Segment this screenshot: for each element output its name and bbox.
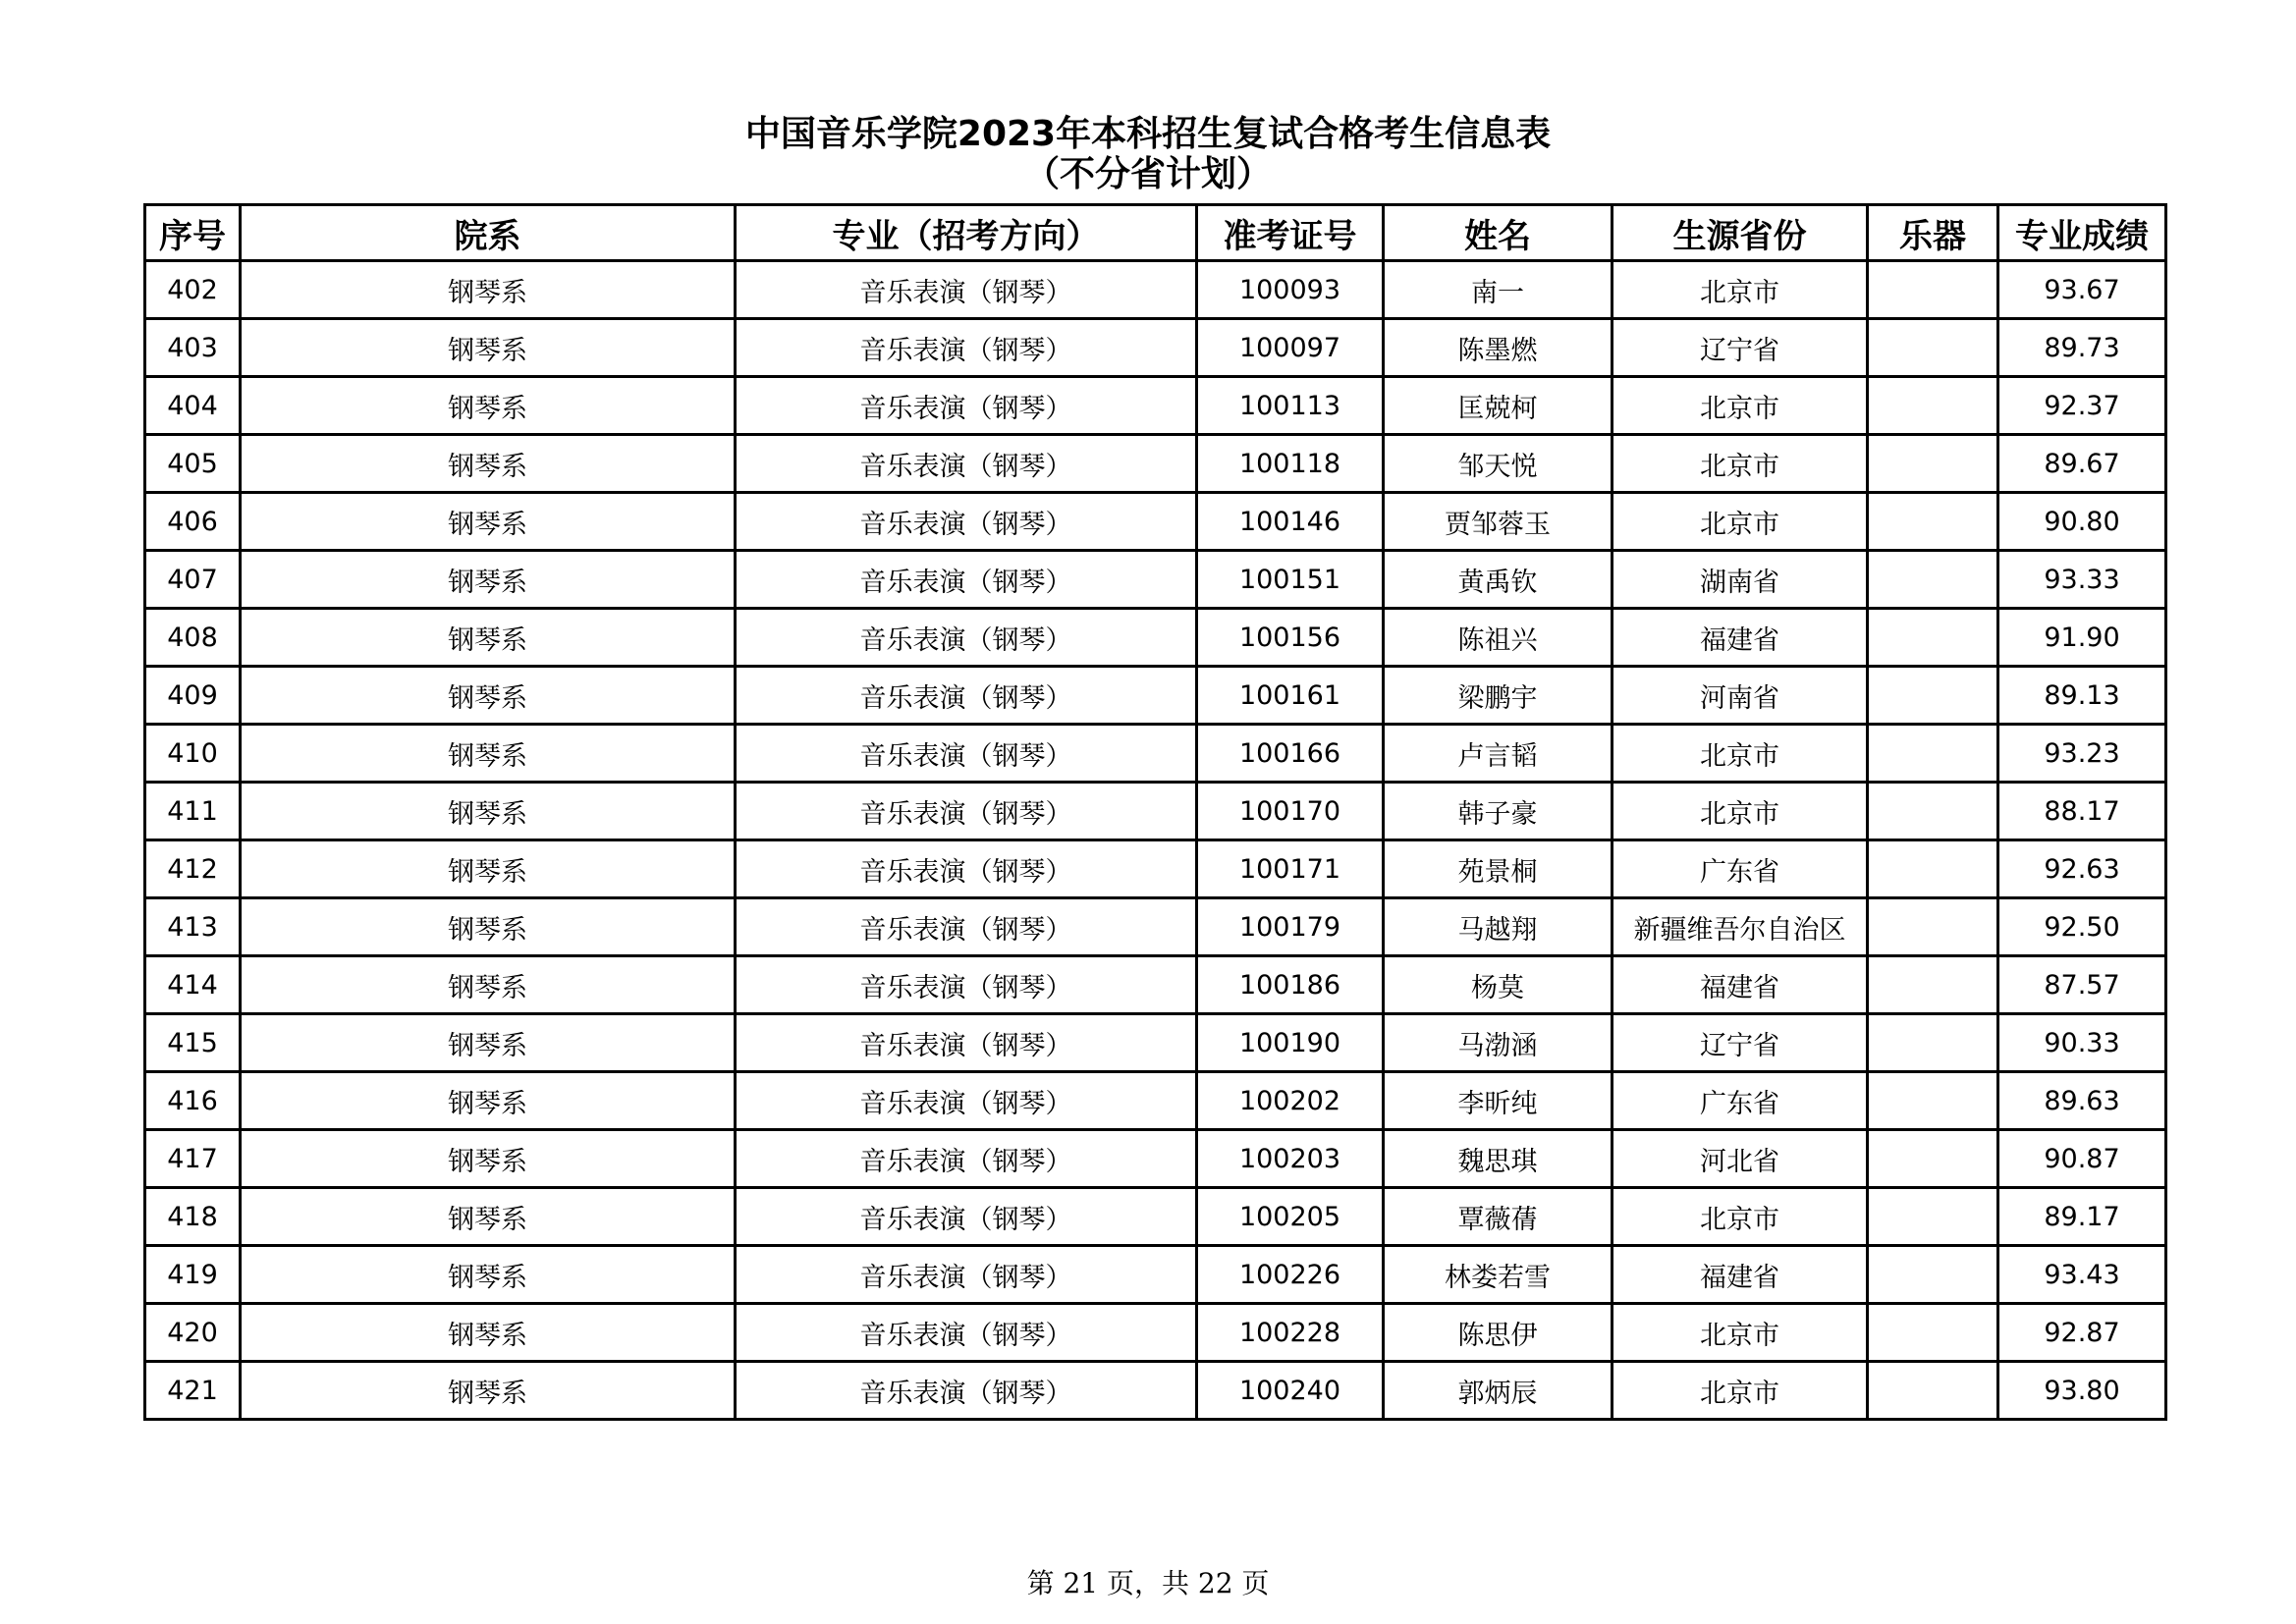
header-row bbox=[145, 205, 2166, 261]
cell-department: 钢琴系 bbox=[241, 898, 736, 956]
cell-major: 音乐表演（钢琴） bbox=[736, 725, 1197, 783]
cell-province: 北京市 bbox=[1613, 783, 1868, 840]
cell-major: 音乐表演（钢琴） bbox=[736, 1130, 1197, 1188]
cell-province: 北京市 bbox=[1613, 725, 1868, 783]
cell-name: 林娄若雪 bbox=[1384, 1246, 1613, 1304]
cell-name: 南一 bbox=[1384, 261, 1613, 319]
cell-score: 93.43 bbox=[1998, 1246, 2166, 1304]
cell-ticket-number: 100118 bbox=[1197, 435, 1384, 493]
cell-major: 音乐表演（钢琴） bbox=[736, 1014, 1197, 1072]
cell-instrument bbox=[1868, 956, 1998, 1014]
cell-department: 钢琴系 bbox=[241, 667, 736, 725]
table-row bbox=[145, 377, 2166, 435]
cell-major: 音乐表演（钢琴） bbox=[736, 493, 1197, 551]
cell-score: 93.67 bbox=[1998, 261, 2166, 319]
cell-score: 90.80 bbox=[1998, 493, 2166, 551]
cell-major: 音乐表演（钢琴） bbox=[736, 435, 1197, 493]
cell-ticket-number: 100156 bbox=[1197, 609, 1384, 667]
cell-instrument bbox=[1868, 1072, 1998, 1130]
cell-score: 90.87 bbox=[1998, 1130, 2166, 1188]
cell-seq: 408 bbox=[145, 609, 241, 667]
table-row bbox=[145, 667, 2166, 725]
table-row bbox=[145, 1072, 2166, 1130]
cell-seq: 405 bbox=[145, 435, 241, 493]
table-row bbox=[145, 840, 2166, 898]
cell-seq: 419 bbox=[145, 1246, 241, 1304]
cell-province: 新疆维吾尔自治区 bbox=[1613, 898, 1868, 956]
cell-score: 92.87 bbox=[1998, 1304, 2166, 1362]
document-title: 中国音乐学院2023年本科招生复试合格考生信息表 bbox=[744, 114, 1552, 154]
cell-province: 北京市 bbox=[1613, 493, 1868, 551]
cell-major: 音乐表演（钢琴） bbox=[736, 1188, 1197, 1246]
cell-department: 钢琴系 bbox=[241, 1304, 736, 1362]
cell-major: 音乐表演（钢琴） bbox=[736, 898, 1197, 956]
cell-instrument bbox=[1868, 493, 1998, 551]
cell-ticket-number: 100240 bbox=[1197, 1362, 1384, 1420]
cell-department: 钢琴系 bbox=[241, 783, 736, 840]
table-row bbox=[145, 1130, 2166, 1188]
cell-score: 88.17 bbox=[1998, 783, 2166, 840]
cell-department: 钢琴系 bbox=[241, 725, 736, 783]
cell-seq: 420 bbox=[145, 1304, 241, 1362]
cell-score: 93.23 bbox=[1998, 725, 2166, 783]
table-row bbox=[145, 1304, 2166, 1362]
column-header-score: 专业成绩 bbox=[1998, 205, 2166, 261]
cell-department: 钢琴系 bbox=[241, 1014, 736, 1072]
cell-major: 音乐表演（钢琴） bbox=[736, 551, 1197, 609]
cell-score: 90.33 bbox=[1998, 1014, 2166, 1072]
column-header-province: 生源省份 bbox=[1613, 205, 1868, 261]
cell-major: 音乐表演（钢琴） bbox=[736, 261, 1197, 319]
cell-province: 辽宁省 bbox=[1613, 1014, 1868, 1072]
cell-department: 钢琴系 bbox=[241, 956, 736, 1014]
cell-seq: 404 bbox=[145, 377, 241, 435]
cell-name: 匡兢柯 bbox=[1384, 377, 1613, 435]
table-row bbox=[145, 493, 2166, 551]
table-row bbox=[145, 956, 2166, 1014]
cell-ticket-number: 100151 bbox=[1197, 551, 1384, 609]
cell-instrument bbox=[1868, 1130, 1998, 1188]
column-header-department: 院系 bbox=[241, 205, 736, 261]
cell-province: 福建省 bbox=[1613, 1246, 1868, 1304]
cell-ticket-number: 100113 bbox=[1197, 377, 1384, 435]
cell-name: 马越翔 bbox=[1384, 898, 1613, 956]
cell-department: 钢琴系 bbox=[241, 1246, 736, 1304]
cell-province: 广东省 bbox=[1613, 1072, 1868, 1130]
cell-ticket-number: 100203 bbox=[1197, 1130, 1384, 1188]
cell-seq: 416 bbox=[145, 1072, 241, 1130]
cell-ticket-number: 100146 bbox=[1197, 493, 1384, 551]
cell-department: 钢琴系 bbox=[241, 609, 736, 667]
cell-instrument bbox=[1868, 840, 1998, 898]
table-row bbox=[145, 1188, 2166, 1246]
cell-major: 音乐表演（钢琴） bbox=[736, 1304, 1197, 1362]
cell-ticket-number: 100097 bbox=[1197, 319, 1384, 377]
cell-name: 贾邹蓉玉 bbox=[1384, 493, 1613, 551]
cell-major: 音乐表演（钢琴） bbox=[736, 1246, 1197, 1304]
cell-ticket-number: 100179 bbox=[1197, 898, 1384, 956]
cell-seq: 417 bbox=[145, 1130, 241, 1188]
cell-name: 梁鹏宇 bbox=[1384, 667, 1613, 725]
cell-instrument bbox=[1868, 1188, 1998, 1246]
cell-major: 音乐表演（钢琴） bbox=[736, 1072, 1197, 1130]
cell-major: 音乐表演（钢琴） bbox=[736, 667, 1197, 725]
cell-province: 福建省 bbox=[1613, 609, 1868, 667]
cell-department: 钢琴系 bbox=[241, 1188, 736, 1246]
table-header bbox=[145, 205, 2166, 261]
cell-major: 音乐表演（钢琴） bbox=[736, 956, 1197, 1014]
cell-ticket-number: 100202 bbox=[1197, 1072, 1384, 1130]
cell-instrument bbox=[1868, 667, 1998, 725]
cell-province: 北京市 bbox=[1613, 1362, 1868, 1420]
cell-name: 卢言韬 bbox=[1384, 725, 1613, 783]
cell-seq: 403 bbox=[145, 319, 241, 377]
cell-ticket-number: 100205 bbox=[1197, 1188, 1384, 1246]
cell-ticket-number: 100226 bbox=[1197, 1246, 1384, 1304]
table-body bbox=[145, 261, 2166, 1420]
cell-name: 邹天悦 bbox=[1384, 435, 1613, 493]
cell-ticket-number: 100166 bbox=[1197, 725, 1384, 783]
cell-department: 钢琴系 bbox=[241, 377, 736, 435]
cell-score: 92.37 bbox=[1998, 377, 2166, 435]
cell-instrument bbox=[1868, 725, 1998, 783]
cell-province: 北京市 bbox=[1613, 435, 1868, 493]
cell-score: 92.50 bbox=[1998, 898, 2166, 956]
cell-province: 湖南省 bbox=[1613, 551, 1868, 609]
cell-seq: 415 bbox=[145, 1014, 241, 1072]
cell-name: 魏思琪 bbox=[1384, 1130, 1613, 1188]
cell-ticket-number: 100093 bbox=[1197, 261, 1384, 319]
cell-seq: 413 bbox=[145, 898, 241, 956]
cell-name: 苑景桐 bbox=[1384, 840, 1613, 898]
cell-department: 钢琴系 bbox=[241, 551, 736, 609]
cell-name: 李昕纯 bbox=[1384, 1072, 1613, 1130]
cell-score: 87.57 bbox=[1998, 956, 2166, 1014]
table-row bbox=[145, 435, 2166, 493]
page-footer: 第 21 页，共 22 页 bbox=[1026, 1567, 1270, 1599]
column-header-major: 专业（招考方向） bbox=[736, 205, 1197, 261]
cell-seq: 402 bbox=[145, 261, 241, 319]
cell-score: 89.63 bbox=[1998, 1072, 2166, 1130]
cell-name: 陈祖兴 bbox=[1384, 609, 1613, 667]
table-row bbox=[145, 1014, 2166, 1072]
cell-instrument bbox=[1868, 898, 1998, 956]
cell-seq: 411 bbox=[145, 783, 241, 840]
cell-department: 钢琴系 bbox=[241, 1072, 736, 1130]
cell-province: 北京市 bbox=[1613, 1304, 1868, 1362]
column-header-ticket-number: 准考证号 bbox=[1197, 205, 1384, 261]
table-row bbox=[145, 609, 2166, 667]
cell-name: 陈墨燃 bbox=[1384, 319, 1613, 377]
table-row bbox=[145, 1246, 2166, 1304]
cell-major: 音乐表演（钢琴） bbox=[736, 783, 1197, 840]
cell-major: 音乐表演（钢琴） bbox=[736, 840, 1197, 898]
cell-province: 辽宁省 bbox=[1613, 319, 1868, 377]
cell-province: 北京市 bbox=[1613, 1188, 1868, 1246]
cell-instrument bbox=[1868, 435, 1998, 493]
cell-ticket-number: 100228 bbox=[1197, 1304, 1384, 1362]
cell-seq: 409 bbox=[145, 667, 241, 725]
cell-major: 音乐表演（钢琴） bbox=[736, 609, 1197, 667]
cell-department: 钢琴系 bbox=[241, 435, 736, 493]
cell-score: 91.90 bbox=[1998, 609, 2166, 667]
cell-department: 钢琴系 bbox=[241, 1130, 736, 1188]
cell-department: 钢琴系 bbox=[241, 261, 736, 319]
document-subtitle: （不分省计划） bbox=[1023, 154, 1272, 194]
cell-name: 覃薇蒨 bbox=[1384, 1188, 1613, 1246]
cell-department: 钢琴系 bbox=[241, 1362, 736, 1420]
cell-instrument bbox=[1868, 1304, 1998, 1362]
table-row bbox=[145, 1362, 2166, 1420]
cell-ticket-number: 100186 bbox=[1197, 956, 1384, 1014]
candidate-table bbox=[143, 203, 2167, 1421]
cell-name: 韩子豪 bbox=[1384, 783, 1613, 840]
cell-score: 89.67 bbox=[1998, 435, 2166, 493]
table-row bbox=[145, 898, 2166, 956]
cell-province: 福建省 bbox=[1613, 956, 1868, 1014]
cell-ticket-number: 100190 bbox=[1197, 1014, 1384, 1072]
cell-instrument bbox=[1868, 609, 1998, 667]
cell-score: 93.33 bbox=[1998, 551, 2166, 609]
cell-instrument bbox=[1868, 1362, 1998, 1420]
cell-ticket-number: 100170 bbox=[1197, 783, 1384, 840]
column-header-name: 姓名 bbox=[1384, 205, 1613, 261]
cell-ticket-number: 100171 bbox=[1197, 840, 1384, 898]
cell-seq: 410 bbox=[145, 725, 241, 783]
column-header-instrument: 乐器 bbox=[1868, 205, 1998, 261]
cell-score: 89.73 bbox=[1998, 319, 2166, 377]
cell-score: 89.13 bbox=[1998, 667, 2166, 725]
cell-name: 黄禹钦 bbox=[1384, 551, 1613, 609]
cell-name: 郭炳辰 bbox=[1384, 1362, 1613, 1420]
cell-score: 92.63 bbox=[1998, 840, 2166, 898]
cell-instrument bbox=[1868, 377, 1998, 435]
table-row bbox=[145, 783, 2166, 840]
cell-seq: 414 bbox=[145, 956, 241, 1014]
cell-department: 钢琴系 bbox=[241, 319, 736, 377]
cell-ticket-number: 100161 bbox=[1197, 667, 1384, 725]
cell-instrument bbox=[1868, 319, 1998, 377]
cell-score: 89.17 bbox=[1998, 1188, 2166, 1246]
table-row bbox=[145, 319, 2166, 377]
cell-name: 马渤涵 bbox=[1384, 1014, 1613, 1072]
cell-province: 北京市 bbox=[1613, 261, 1868, 319]
cell-department: 钢琴系 bbox=[241, 493, 736, 551]
cell-name: 杨莫 bbox=[1384, 956, 1613, 1014]
cell-instrument bbox=[1868, 783, 1998, 840]
cell-instrument bbox=[1868, 261, 1998, 319]
cell-instrument bbox=[1868, 1246, 1998, 1304]
cell-province: 北京市 bbox=[1613, 377, 1868, 435]
column-header-seq: 序号 bbox=[145, 205, 241, 261]
table-row bbox=[145, 261, 2166, 319]
cell-score: 93.80 bbox=[1998, 1362, 2166, 1420]
cell-province: 广东省 bbox=[1613, 840, 1868, 898]
cell-department: 钢琴系 bbox=[241, 840, 736, 898]
cell-seq: 406 bbox=[145, 493, 241, 551]
cell-instrument bbox=[1868, 1014, 1998, 1072]
cell-name: 陈思伊 bbox=[1384, 1304, 1613, 1362]
table-row bbox=[145, 725, 2166, 783]
cell-seq: 421 bbox=[145, 1362, 241, 1420]
cell-major: 音乐表演（钢琴） bbox=[736, 1362, 1197, 1420]
table-row bbox=[145, 551, 2166, 609]
cell-seq: 407 bbox=[145, 551, 241, 609]
cell-seq: 418 bbox=[145, 1188, 241, 1246]
cell-major: 音乐表演（钢琴） bbox=[736, 319, 1197, 377]
cell-seq: 412 bbox=[145, 840, 241, 898]
cell-province: 河北省 bbox=[1613, 1130, 1868, 1188]
cell-province: 河南省 bbox=[1613, 667, 1868, 725]
cell-instrument bbox=[1868, 551, 1998, 609]
cell-major: 音乐表演（钢琴） bbox=[736, 377, 1197, 435]
